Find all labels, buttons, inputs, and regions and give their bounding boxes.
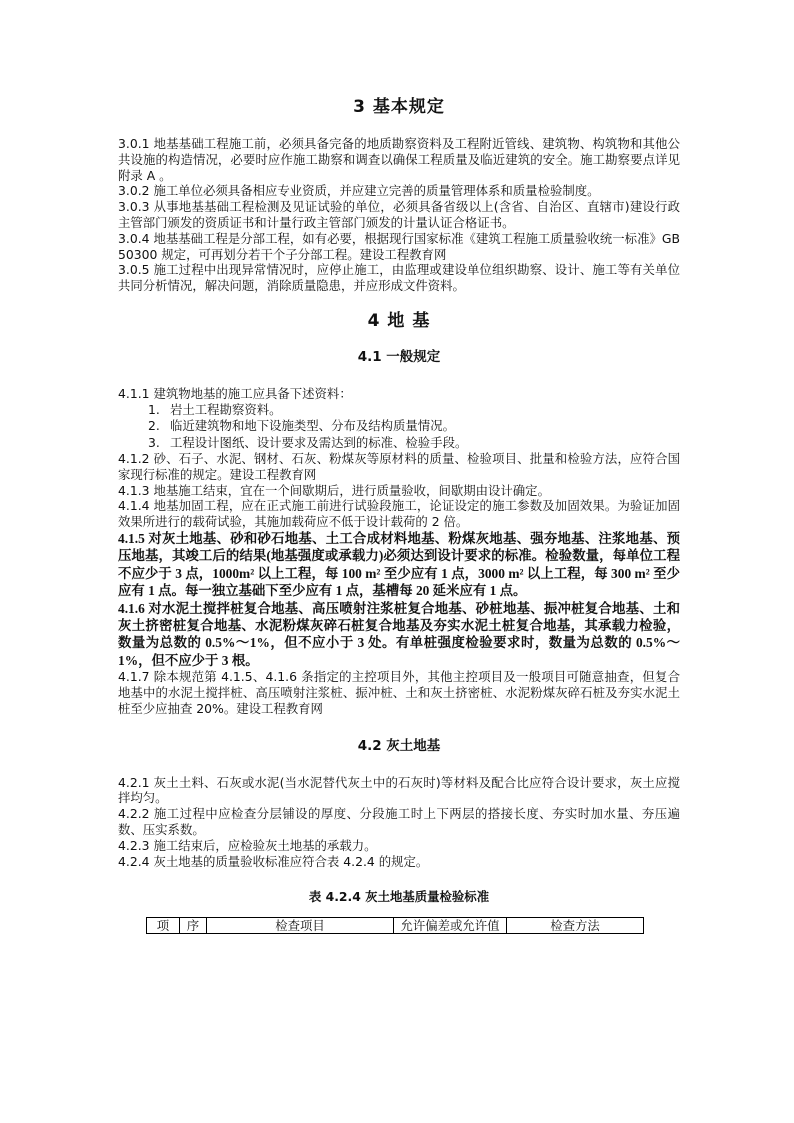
- clause-3-0-2: 3.0.2 施工单位必须具备相应专业资质，并应建立完善的质量管理体系和质量检验制度。: [118, 183, 600, 199]
- list-item-number: 1.: [148, 401, 160, 417]
- clause-4-1-7: 4.1.7 除本规范第 4.1.5、4.1.6 条指定的主控项目外，其他主控项目及一般项目可随意抽查，但复合地基中的水泥土搅拌桩、高压喷射注浆桩、振冲桩、土和灰土挤密桩、水泥粉煤灰碎石桩及夯实水泥土桩至少应抽查 20%。建设工程教育网: [118, 669, 680, 716]
- quality-standard-table: [146, 917, 644, 934]
- column-header-item: 项: [147, 918, 180, 934]
- clause-4-2-4: 4.2.4 灰土地基的质量验收标准应符合表 4.2.4 的规定。: [118, 853, 429, 869]
- section-4-1-title: 4.1 一般规定: [357, 348, 441, 365]
- chapter-4-title: 4 地 基: [367, 310, 431, 331]
- clause-4-2-1: 4.2.1 灰土土料、石灰或水泥(当水泥替代灰土中的石灰时)等材料及配合比应符合设计要求，灰土应搅拌均匀。: [118, 774, 680, 806]
- clause-4-1-1: 4.1.1 建筑物地基的施工应具备下述资料：: [118, 385, 352, 401]
- clause-3-0-1: 3.0.1 地基基础工程施工前，必须具备完备的地质勘察资料及工程附近管线、建筑物、构筑物和其他公共设施的构造情况，必要时应作施工勘察和调查以确保工程质量及临近建筑的安全。施工勘察要点详见附录 A 。: [118, 136, 680, 183]
- list-item-text: 临近建筑物和地下设施类型、分布及结构质量情况。: [170, 418, 455, 434]
- clause-4-1-2: 4.1.2 砂、石子、水泥、钢材、石灰、粉煤灰等原材料的质量、检验项目、批量和检验方法，应符合国家现行标准的规定。建设工程教育网: [118, 450, 680, 482]
- table-header-row: [147, 918, 644, 934]
- table-4-2-4-caption: 表 4.2.4 灰土地基质量检验标准: [308, 889, 490, 905]
- list-item: [118, 402, 680, 418]
- list-item-number: 2.: [148, 418, 160, 434]
- column-header-check-item: 检查项目: [207, 918, 394, 934]
- section-4-2-title: 4.2 灰土地基: [357, 737, 441, 754]
- clause-3-0-5: 3.0.5 施工过程中出现异常情况时，应停止施工，由监理或建设单位组织勘察、设计、施工等有关单位共同分析情况，解决问题，消除质量隐患，并应形成文件资料。: [118, 262, 680, 294]
- clause-4-1-3: 4.1.3 地基施工结束，宜在一个间歇期后，进行质量验收，间歇期由设计确定。: [118, 482, 550, 498]
- clause-4-1-5: 4.1.5 对灰土地基、砂和砂石地基、土工合成材料地基、粉煤灰地基、强夯地基、注浆地基、预压地基，其竣工后的结果(地基强度或承载力)必须达到设计要求的标准。检验数量，每单位工程不应少于 3 点，1000m² 以上工程，每 100 m² 至少应有 1 点，3000 m² 以上工程，每 300 m² 至少应有 1 点。每一独立基础下至少应有 1 点，基槽每 20 延米应有 1 点。: [118, 530, 680, 599]
- list-item-number: 3.: [148, 434, 160, 450]
- clause-4-2-3: 4.2.3 施工结束后，应检验灰土地基的承载力。: [118, 837, 377, 853]
- clause-4-1-6: 4.1.6 对水泥土搅拌桩复合地基、高压喷射注浆桩复合地基、砂桩地基、振冲桩复合地基、土和灰土挤密桩复合地基、水泥粉煤灰碎石桩复合地基及夯实水泥土桩复合地基，其承载力检验，数量为总数的 0.5%～1%，但不应小于 3 处。有单桩强度检验要求时，数量为总数的 0.5%～1%，但不应少于 3 根。: [118, 600, 680, 668]
- required-documents-list: [118, 402, 680, 451]
- document-body: [118, 96, 680, 934]
- clause-4-2-2: 4.2.2 施工过程中应检查分层铺设的厚度、分段施工时上下两层的搭接长度、夯实时加水量、夯压遍数、压实系数。: [118, 806, 680, 837]
- list-item: [118, 435, 680, 451]
- column-header-allowance: 允许偏差或允许值: [394, 918, 507, 934]
- chapter-3-title: 3 基本规定: [353, 97, 445, 117]
- clause-3-0-3: 3.0.3 从事地基基础工程检测及见证试验的单位，必须具备省级以上(含省、自治区、直辖市)建设行政主管部门颁发的资质证书和计量行政主管部门颁发的计量认证合格证书。: [118, 199, 680, 230]
- list-item: [118, 418, 680, 434]
- list-item-text: 岩土工程勘察资料。: [170, 401, 282, 417]
- column-header-seq: 序: [180, 918, 207, 934]
- clause-3-0-4: 3.0.4 地基基础工程是分部工程，如有必要，根据现行国家标准《建筑工程施工质量验收统一标准》GB50300 规定，可再划分若干个子分部工程。建设工程教育网: [118, 230, 680, 262]
- list-item-text: 工程设计图纸、设计要求及需达到的标准、检验手段。: [170, 434, 468, 450]
- column-header-check-method: 检查方法: [507, 918, 644, 934]
- clause-4-1-4: 4.1.4 地基加固工程，应在正式施工前进行试验段施工，论证设定的施工参数及加固效果。为验证加固效果所进行的载荷试验，其施加载荷应不低于设计载荷的 2 倍。: [118, 498, 680, 530]
